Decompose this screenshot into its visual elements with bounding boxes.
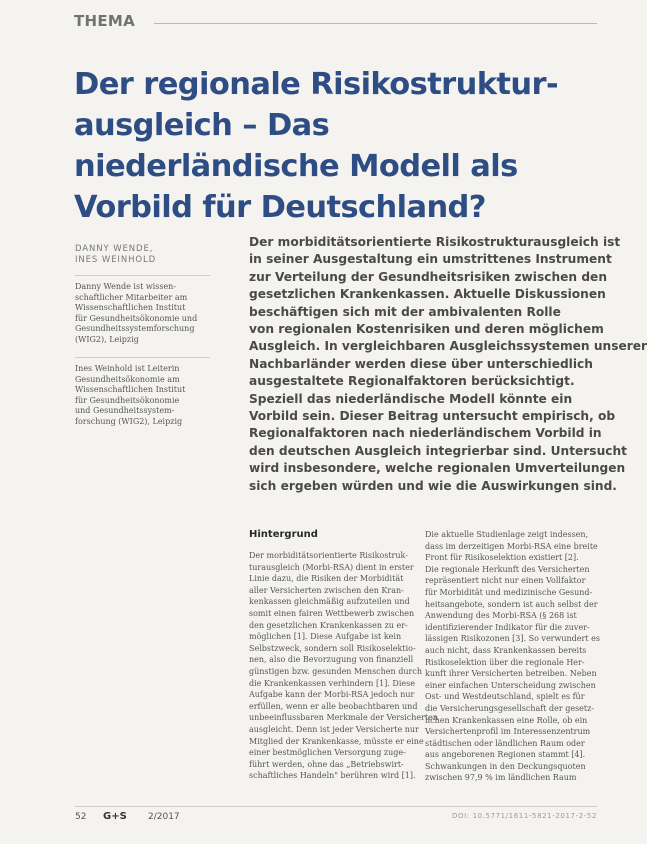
body-line: einer bestmöglichen Versorgung zuge- (249, 748, 406, 758)
article-title: Der regionale Risikostruktur-ausgleich – Das niederländische Modell als Vorbild für Deutschland? (74, 67, 559, 225)
body-column-right (425, 529, 600, 784)
bio-divider (75, 275, 210, 276)
lead-line: beschäftigen sich mit der ambivalenten Rolle (249, 304, 561, 319)
body-line: Schwankungen in den Deckungsquoten (425, 761, 586, 771)
body-line: Risikoselektion über die regionale Her- (425, 657, 585, 667)
issue-number: 2/2017 (148, 812, 180, 822)
lead-line: Ausgleich. In vergleichbaren Ausgleichssystemen unserer (249, 339, 647, 354)
body-line: identifizierender Indikator für die zuver- (425, 622, 590, 632)
body-line: kunft ihrer Versicherten betreiben. Neben (425, 669, 597, 679)
lead-line: den deutschen Ausgleich integrierbar sind. Untersucht (249, 443, 627, 458)
body-line: heitsangebote, sondern ist auch selbst der (425, 599, 598, 609)
body-line: somit einen fairen Wettbewerb zwischen (249, 608, 415, 618)
footer-rule (75, 806, 597, 807)
lead-line: in seiner Ausgestaltung ein umstrittenes Instrument (249, 252, 612, 267)
section-heading: Hintergrund (249, 529, 318, 540)
page-footer (75, 812, 597, 826)
lead-line: sich ergeben würden und wie die Auswirkungen sind. (249, 478, 617, 493)
section-label: THEMA (74, 12, 136, 30)
bio-line: Wissenschaftlichen Institut (75, 385, 186, 395)
body-line: führt werden, ohne das „Betriebswirt- (249, 759, 404, 769)
bio-line: und Gesundheitssystem- (75, 406, 175, 416)
lead-line: Nachbarländer werden diese über unterschiedlich (249, 356, 593, 371)
bio-line: Danny Wende ist wissen- (75, 282, 177, 291)
lead-line: Vorbild sein. Dieser Beitrag untersucht empirisch, ob (249, 409, 616, 424)
lead-line: wird insbesondere, welche regionalen Umverteilungen (249, 461, 626, 476)
body-line: Der morbiditätsorientierte Risikostruk- (249, 551, 408, 560)
section-header (74, 12, 597, 32)
body-line: lichen Krankenkassen eine Rolle, ob ein (425, 715, 588, 725)
bio-line: (WIG2), Leipzig (75, 334, 139, 344)
bio-line: Wissenschaftlichen Institut (75, 303, 186, 313)
body-line: Ost- und Westdeutschland, spielt es für (425, 692, 585, 702)
body-line: Selbstzweck, sondern soll Risikoselektio- (249, 643, 416, 653)
lead-line: gesetzlichen Krankenkassen. Aktuelle Diskussionen (249, 287, 606, 302)
lead-line: zur Verteilung der Gesundheitsrisiken zwischen den (249, 269, 607, 284)
lead-line: ausgestaltete Regionalfaktoren berücksichtigt. (249, 374, 575, 389)
journal-logo: G+S (103, 811, 127, 822)
body-line: Die regionale Herkunft des Versicherten (425, 564, 590, 574)
author-name: INES WEINHOLD (75, 255, 157, 265)
body-line: städtischen oder ländlichen Raum oder (425, 738, 585, 748)
bio-line: Gesundheitssystemforschung (75, 324, 195, 334)
body-line: schaftliches Handeln" berühren wird [1]. (249, 771, 416, 781)
page-number: 52 (75, 812, 87, 822)
body-line: turausgleich (Morbi-RSA) dient in erster (249, 562, 414, 572)
article-lead (249, 234, 647, 495)
body-line: einer einfachen Unterscheidung zwischen (425, 680, 596, 690)
body-line: Aufgabe kann der Morbi-RSA jedoch nur (249, 690, 415, 700)
author-name: DANNY WENDE, (75, 244, 154, 254)
body-line: aus angeborenen Regionen stammt [4]. (425, 750, 586, 760)
body-line: auch nicht, dass Krankenkassen bereits (425, 645, 587, 655)
bio-divider (75, 357, 210, 358)
body-line: aller Versicherten zwischen den Kran- (249, 585, 404, 595)
body-column-left (249, 550, 439, 782)
body-line: Die aktuelle Studienlage zeigt indessen, (425, 530, 589, 539)
header-rule (154, 23, 597, 24)
body-line: die Krankenkassen verhindern [1]. Diese (249, 678, 415, 688)
body-line: ausgleicht. Denn ist jeder Versicherte nur (249, 724, 419, 734)
body-line: Linie dazu, die Risiken der Morbidität (249, 574, 404, 584)
body-line: Front für Risikoselektion existiert [2]. (425, 553, 579, 563)
bio-line: forschung (WIG2), Leipzig (75, 416, 183, 426)
bio-line: Ines Weinhold ist Leiterin (75, 364, 180, 373)
body-line: erfüllen, wenn er alle beobachtbaren und (249, 701, 418, 711)
body-line: Versichertenprofil im Interessenzentrum (425, 727, 591, 737)
body-line: möglichen [1]. Diese Aufgabe ist kein (249, 632, 402, 642)
doi-text: DOI: 10.5771/1611-5821-2017-2-52 (452, 812, 597, 820)
body-line: kenkassen gleichmäßig aufzuteilen und (249, 597, 410, 607)
body-line: lässigen Risikozonen [3]. So verwundert es (425, 634, 600, 644)
bio-line: schaftlicher Mitarbeiter am (75, 292, 188, 302)
author-bio (75, 364, 210, 428)
body-line: den gesetzlichen Krankenkassen zu er- (249, 620, 408, 630)
body-line: dass im derzeitigen Morbi-RSA eine breite (425, 541, 598, 551)
body-line: repräsentiert nicht nur einen Vollfaktor (425, 576, 586, 586)
lead-line: von regionalen Kostenrisiken und deren möglichem (249, 322, 604, 337)
author-bio (75, 282, 210, 346)
bio-line: Gesundheitsökonomie am (75, 374, 180, 384)
author-list (75, 244, 156, 266)
bio-line: für Gesundheitsökonomie und (75, 313, 198, 323)
body-line: günstigen bzw. gesunden Menschen durch (249, 666, 422, 676)
bio-line: für Gesundheitsökonomie (75, 395, 180, 405)
body-line: zwischen 97,9 % im ländlichen Raum (425, 773, 577, 783)
body-line: Mitglied der Krankenkasse, müsste er eine (249, 736, 424, 746)
body-line: für Morbidität und medizinische Gesund- (425, 587, 593, 597)
body-line: unbeeinflussbaren Merkmale der Versicherten (249, 713, 439, 723)
lead-line: Der morbiditätsorientierte Risikostrukturausgleich ist (249, 235, 621, 249)
lead-line: Speziell das niederländische Modell könnte ein (249, 391, 573, 406)
body-line: nen, also die Bevorzugung von finanziell (249, 655, 414, 665)
lead-line: Regionalfaktoren nach niederländischem Vorbild in (249, 426, 602, 441)
body-line: die Versicherungsgesellschaft der gesetz- (425, 703, 595, 713)
body-line: Anwendung des Morbi-RSA (§ 268 ist (425, 611, 577, 621)
